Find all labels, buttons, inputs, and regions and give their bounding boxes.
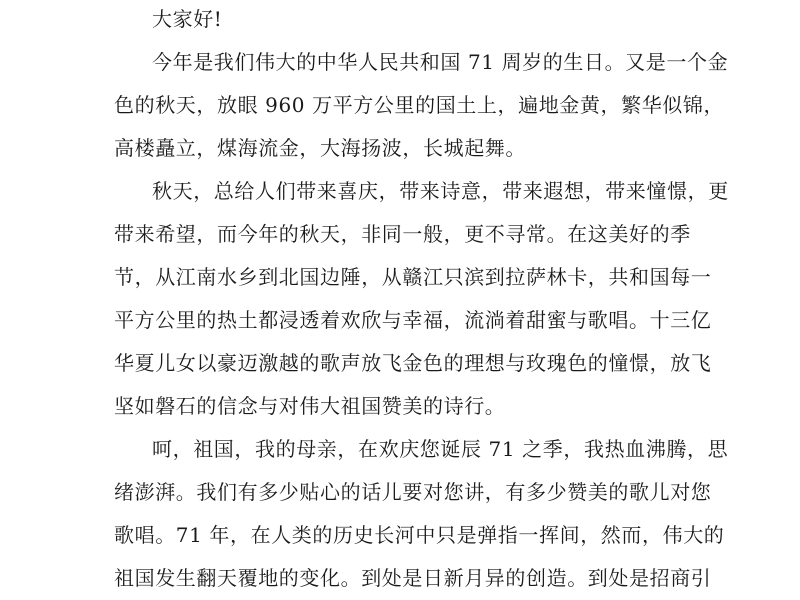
- paragraph-2-line-4: 平方公里的热土都浸透着欢欣与幸福，流淌着甜蜜与歌唱。十三亿: [114, 308, 712, 332]
- paragraph-3-line-2: 绪澎湃。我们有多少贴心的话儿要对您讲，有多少赞美的歌儿对您: [114, 480, 712, 504]
- paragraph-2-line-6: 坚如磐石的信念与对伟大祖国赞美的诗行。: [114, 394, 506, 418]
- paragraph-2-line-3: 节，从江南水乡到北国边陲，从赣江只滨到拉萨林卡，共和国每一: [114, 265, 712, 289]
- paragraph-1-line-3: 高楼矗立，煤海流金，大海扬波，长城起舞。: [114, 136, 526, 160]
- paragraph-1-line-2: 色的秋天，放眼 960 万平方公里的国土上，遍地金黄，繁华似锦，: [114, 93, 725, 117]
- paragraph-3-line-1: 呵，祖国，我的母亲，在欢庆您诞辰 71 之季，我热血沸腾，思: [152, 437, 729, 461]
- paragraph-2-line-1: 秋天，总给人们带来喜庆，带来诗意，带来遐想，带来憧憬，更: [152, 179, 729, 203]
- greeting-line: 大家好!: [152, 7, 223, 31]
- paragraph-2-line-5: 华夏儿女以豪迈激越的歌声放飞金色的理想与玫瑰色的憧憬，放飞: [114, 351, 712, 375]
- paragraph-2-line-2: 带来希望，而今年的秋天，非同一般，更不寻常。在这美好的季: [114, 222, 691, 246]
- paragraph-1-line-1: 今年是我们伟大的中华人民共和国 71 周岁的生日。又是一个金: [152, 50, 729, 74]
- paragraph-3-line-3: 歌唱。71 年，在人类的历史长河中只是弹指一挥间，然而，伟大的: [114, 523, 725, 547]
- paragraph-3-line-4: 祖国发生翻天覆地的变化。到处是日新月异的创造。到处是招商引: [114, 566, 712, 590]
